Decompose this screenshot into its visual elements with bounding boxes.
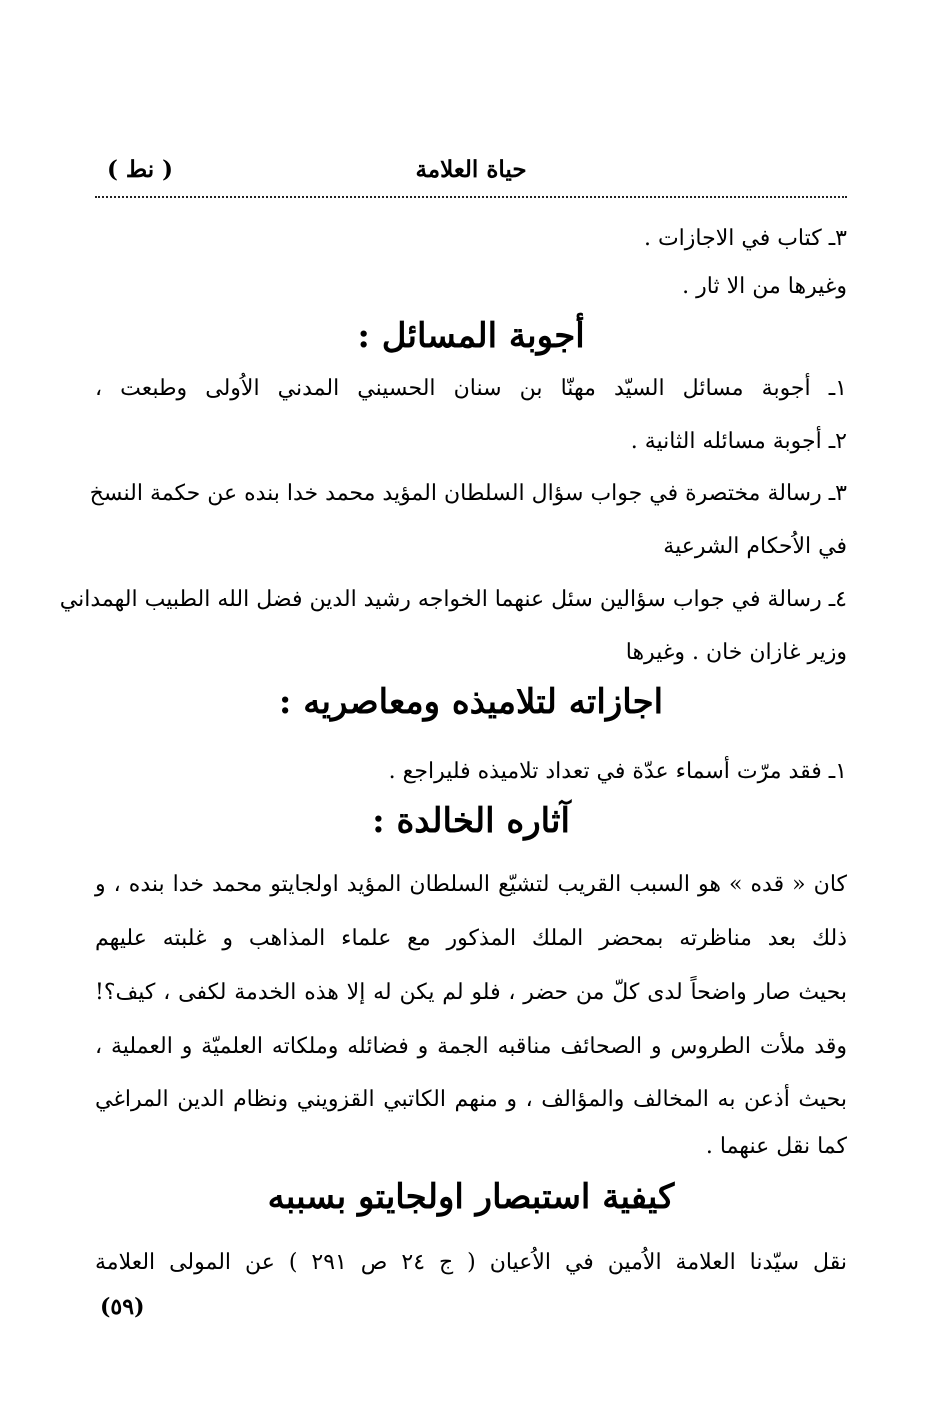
footer-page-number: (٥٩) — [100, 1294, 145, 1320]
works-others: وغيرها من الا ثار . — [682, 274, 847, 299]
header-title: حياة العلامة — [415, 156, 527, 183]
section-heading-legacy: آثاره الخالدة : — [372, 801, 570, 841]
answers-item-3-line-1: ٣ـ رسالة مختصرة في جواب سؤال السلطان المؤيد محمد خدا بنده عن حكمة النسخ — [89, 481, 847, 506]
legacy-line-6: كما نقل عنهما . — [705, 1134, 847, 1159]
running-header — [95, 148, 847, 198]
legacy-line-5: بحيث أذعن به المخالف والمؤالف ، و منهم الكاتبي القزويني ونظام الدين المراغي — [95, 1087, 847, 1112]
legacy-line-4: وقد ملأت الطروس و الصحائف مناقبه الجمة و فضائله وملكاته العلميّة و العملية ، — [95, 1034, 847, 1059]
answers-item-4-line-2: وزير غازان خان . وغيرها — [625, 640, 847, 665]
section-heading-answers: أجوبة المسائل : — [357, 316, 585, 356]
ijazat-item-1: ١ـ فقد مرّت أسماء عدّة في تعداد تلاميذه فليراجع . — [388, 759, 847, 784]
legacy-line-3: بحيث صار واضحاً لدى كلّ من حضر ، فلو لم يكن له إلا هذه الخدمة لكفى ، كيف؟! — [95, 980, 847, 1005]
works-item-3: ٣ـ كتاب في الاجازات . — [643, 226, 847, 251]
answers-item-4-line-1: ٤ـ رسالة في جواب سؤالين سئل عنهما الخواجه رشيد الدين فضل الله الطبيب الهمداني — [59, 587, 847, 612]
section-heading-conversion: كيفية استبصار اولجايتو بسببه — [267, 1177, 675, 1217]
answers-item-2: ٢ـ أجوبة مسائله الثانية . — [630, 429, 847, 454]
header-page-mark: ( نط ) — [107, 156, 174, 183]
answers-item-1: ١ـ أجوبة مسائل السيّد مهنّا بن سنان الحسيني المدني الاُولى وطبعت ، — [95, 376, 847, 401]
legacy-line-2: ذلك بعد مناظرته بمحضر الملك المذكور مع علماء المذاهب و غلبته عليهم — [95, 926, 847, 951]
legacy-line-1: كان « قده » هو السبب القريب لتشيّع السلطان المؤيد اولجايتو محمد خدا بنده ، و — [95, 872, 847, 897]
conversion-line-1: نقل سيّدنا العلامة الاُمين في الاُعيان ( ج ٢٤ ص ٢٩١ ) عن المولى العلامة — [95, 1250, 847, 1275]
section-heading-ijazat: اجازاته لتلاميذه ومعاصريه : — [278, 682, 664, 722]
answers-item-3-line-2: في الاُحكام الشرعية — [663, 534, 847, 559]
